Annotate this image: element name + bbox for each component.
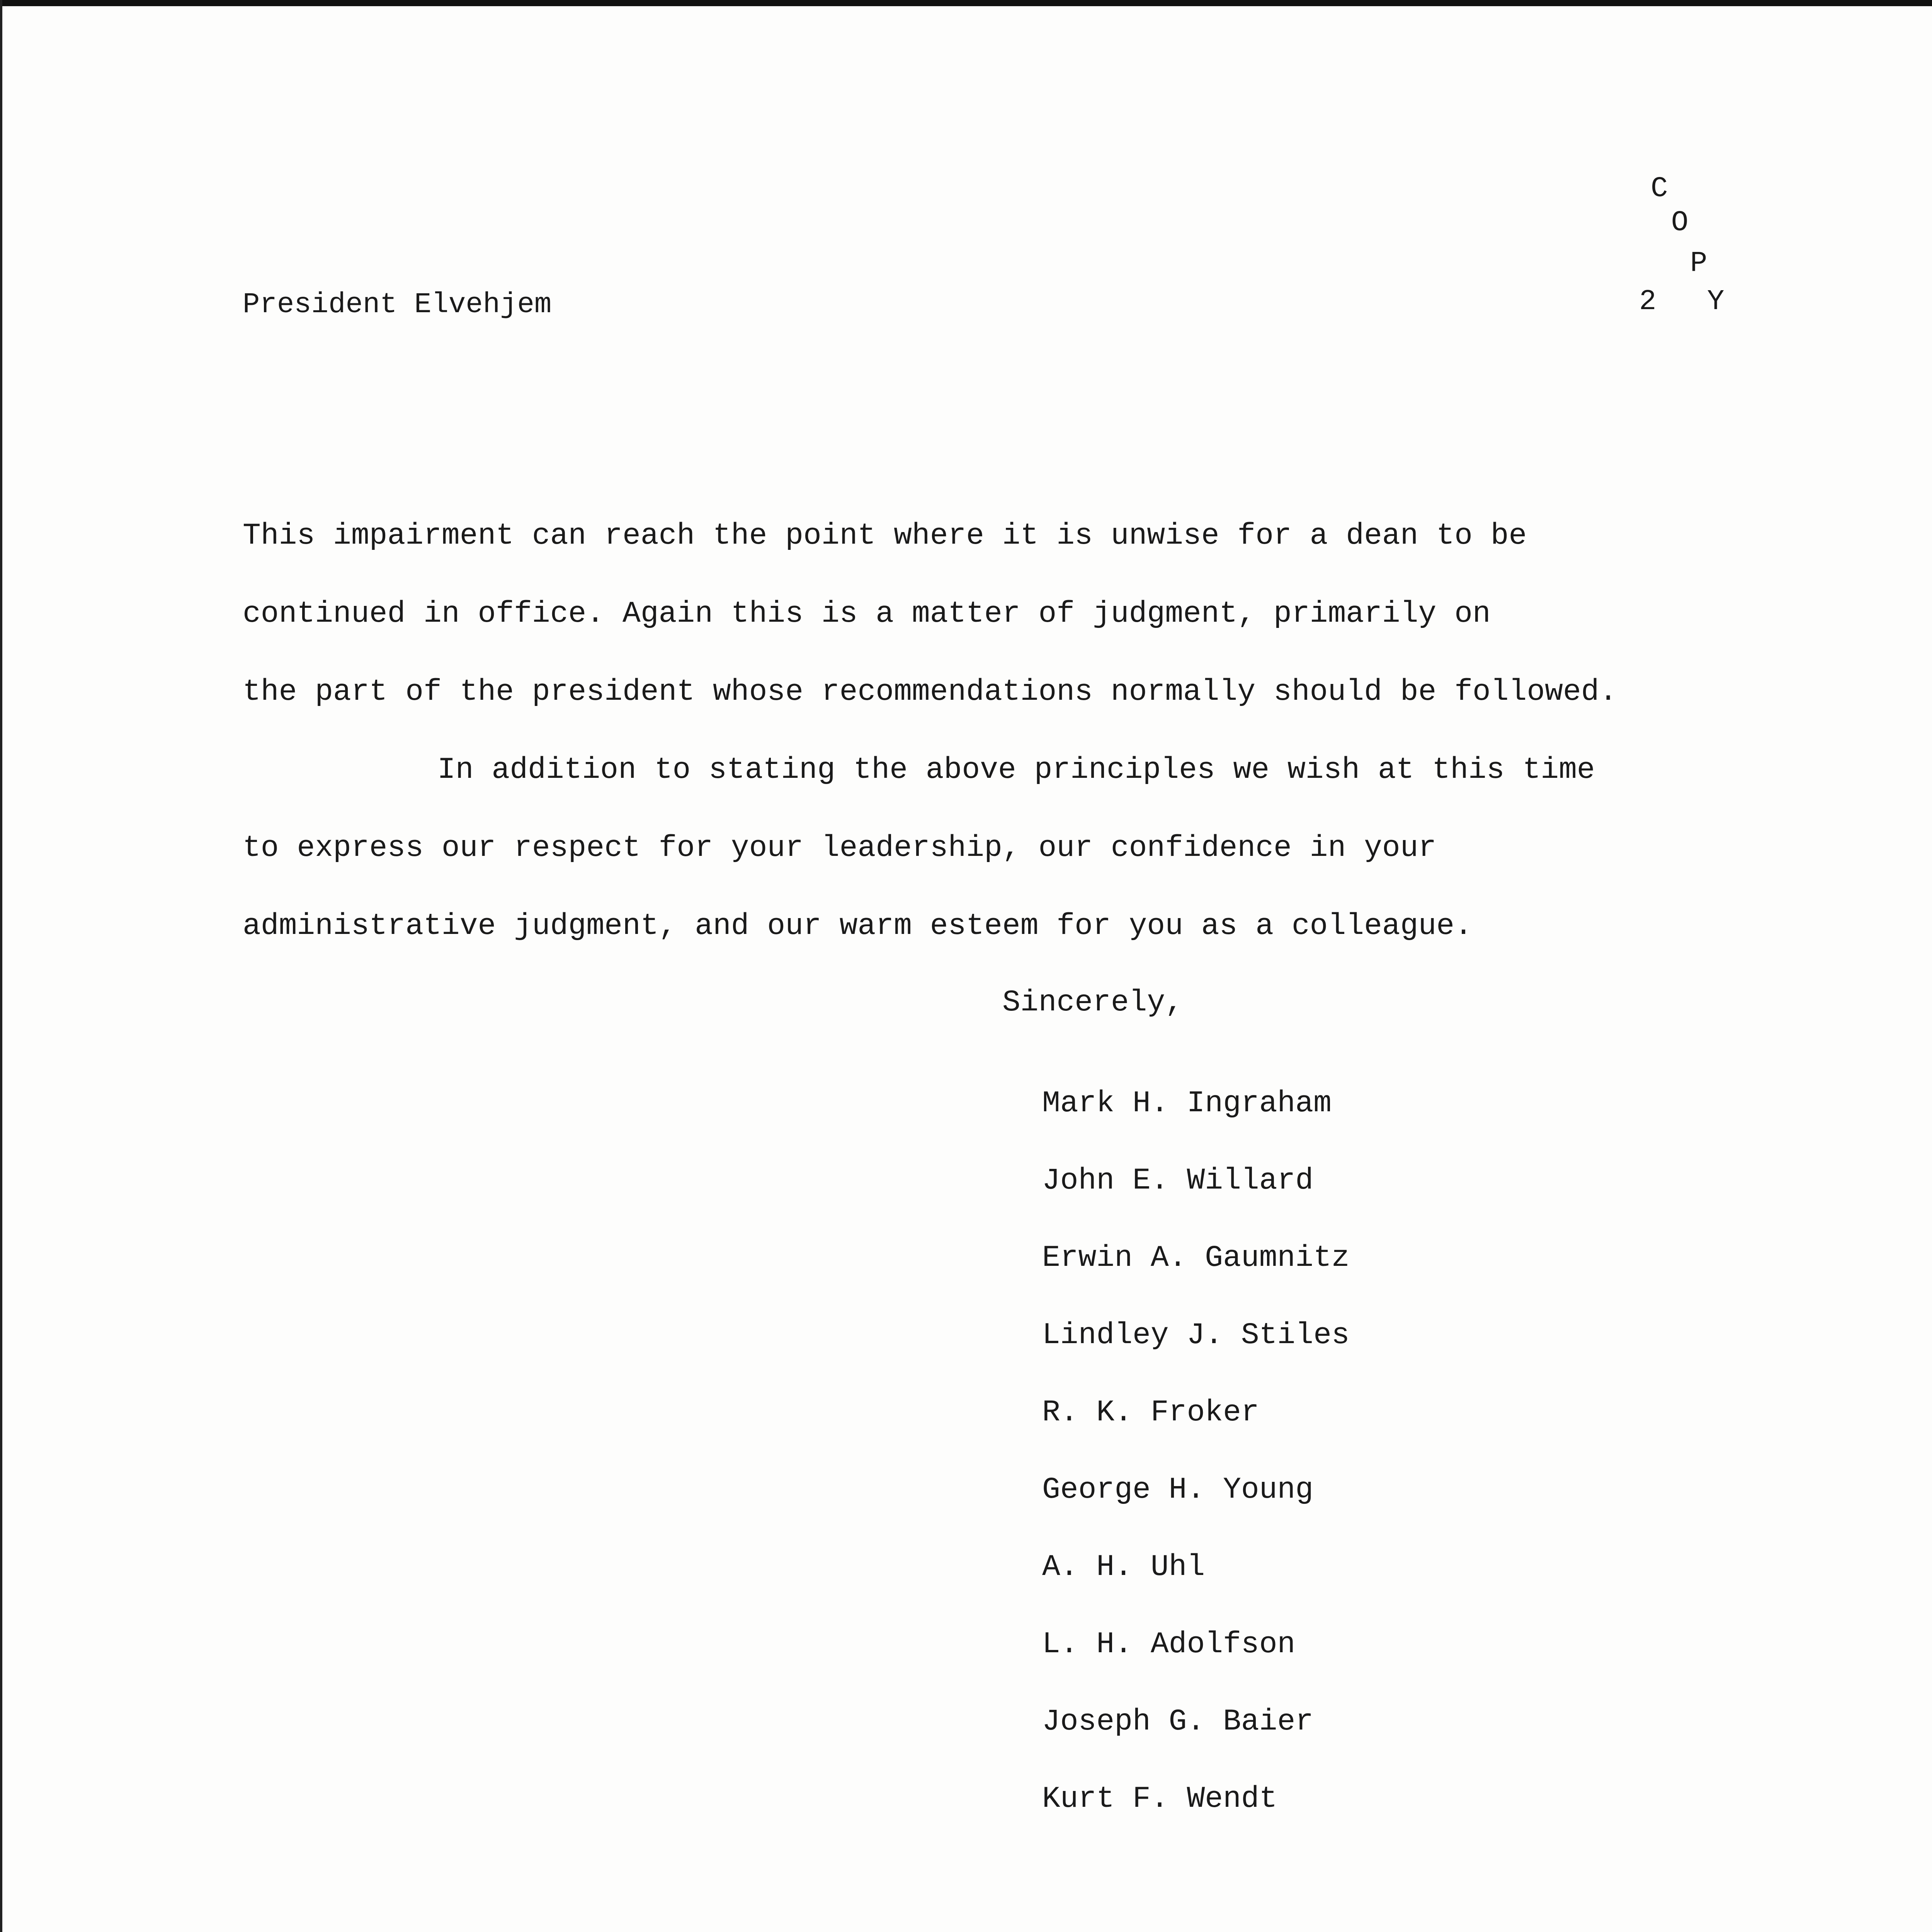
- signatory-name: Kurt F. Wendt: [1042, 1782, 1277, 1816]
- copy-stamp-letter: C: [1651, 173, 1668, 205]
- signatory-name: John E. Willard: [1042, 1164, 1314, 1198]
- copy-stamp-letter: P: [1690, 247, 1708, 280]
- body-line: the part of the president whose recommendations normally should be followed.: [243, 675, 1617, 709]
- closing-salutation: Sincerely,: [1002, 986, 1184, 1020]
- signatory-name: George H. Young: [1042, 1473, 1314, 1507]
- signatory-name: A. H. Uhl: [1042, 1550, 1205, 1584]
- signatory-name: Mark H. Ingraham: [1042, 1087, 1332, 1121]
- signatory-name: Erwin A. Gaumnitz: [1042, 1241, 1350, 1275]
- scan-top-edge: [0, 0, 1932, 6]
- signatory-name: R. K. Froker: [1042, 1396, 1259, 1430]
- page-number: 2: [1639, 286, 1656, 318]
- body-line: In addition to stating the above principles we wish at this time: [437, 753, 1595, 787]
- signatory-list: [1042, 1065, 1350, 1838]
- signatory-name: L. H. Adolfson: [1042, 1628, 1296, 1662]
- copy-stamp-letter: Y: [1707, 286, 1725, 318]
- signatory-name: Lindley J. Stiles: [1042, 1318, 1350, 1352]
- body-line: administrative judgment, and our warm esteem for you as a colleague.: [243, 909, 1473, 943]
- scan-left-edge: [0, 0, 2, 1932]
- signatory-name: Joseph G. Baier: [1042, 1705, 1314, 1739]
- addressee-header: President Elvehjem: [243, 289, 552, 321]
- body-line: This impairment can reach the point where it is unwise for a dean to be: [243, 519, 1527, 553]
- body-line: to express our respect for your leadership, our confidence in your: [243, 831, 1437, 865]
- body-line: continued in office. Again this is a matter of judgment, primarily on: [243, 597, 1491, 631]
- copy-stamp-letter: O: [1671, 207, 1689, 239]
